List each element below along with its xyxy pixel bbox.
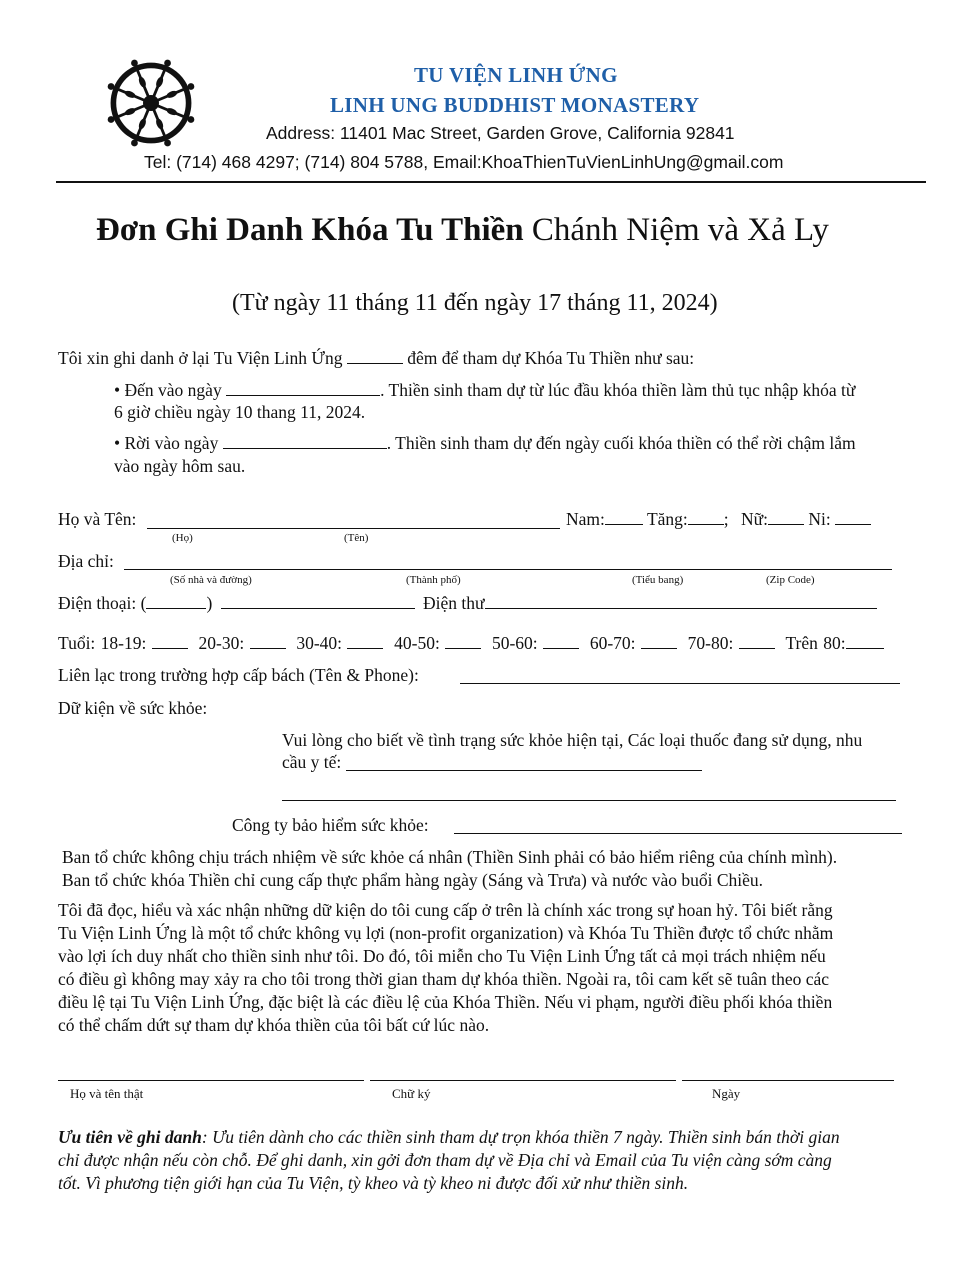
wheel-spoke-bulb (137, 76, 147, 89)
notice-line-2: Ban tổ chức khóa Thiền chỉ cung cấp thực phẩm hàng ngày (Sáng và Trưa) và nước vào buổi Chiều. (62, 870, 764, 890)
addr-sub-street: (Số nhà và đường) (170, 574, 252, 586)
waiver-line-4: có điều gì không may xảy ra cho tôi trong thời gian tham dự khóa thiền. Ngoài ra, tôi cam kết sẽ tuân theo các (58, 969, 830, 989)
tang-label: Tăng: (646, 509, 688, 529)
waiver-line-3: vào lợi ích duy nhất cho thiền sinh như tôi. Do đó, tôi miễn cho Tu Viện Linh Ứng tất cả mọi trách nhiệm nếu (58, 946, 826, 966)
wheel-knob (131, 60, 138, 67)
wheel-knob (131, 140, 138, 147)
age-40-50-field[interactable] (445, 634, 481, 649)
email-label: Điện thư (423, 593, 485, 613)
addr-sub-city: (Thành phố) (406, 574, 461, 586)
age-60-70-label: 60-70: (589, 633, 636, 653)
arrive-text-2: 6 giờ chiều ngày 10 thang 11, 2024. (114, 402, 366, 422)
priority-line-3: tốt. Vì phương tiện giới hạn của Tu Viện, tỳ kheo và tỳ kheo ni được đối xử như thiền sinh. (58, 1173, 689, 1193)
waiver-paragraph (58, 899, 833, 1037)
monastery-address: Address: 11401 Mac Street, Garden Grove, California 92841 (266, 123, 735, 143)
age-70-80-label: 70-80: (687, 633, 734, 653)
priority-paragraph (58, 1126, 840, 1195)
health-question-2: cầu y tế: (282, 752, 342, 772)
leave-text: . Thiền sinh tham dự đến ngày cuối khóa thiền có thể rời chậm lắm (386, 433, 856, 453)
intro-line (58, 348, 694, 369)
form-title-normal: Chánh Niệm và Xả Ly (531, 212, 829, 248)
header-divider (56, 181, 926, 183)
nights-field[interactable] (347, 349, 403, 364)
age-18-19-label: Tuổi: 18-19: (58, 633, 147, 653)
priority-line-2: chỉ được nhận nếu còn chỗ. Để ghi danh, xin gởi đơn tham dự về Địa chỉ và Email của Tu viện càng sớm càng (58, 1150, 832, 1170)
wheel-spoke-bulb (155, 117, 165, 130)
name-label: Họ và Tên: (58, 509, 137, 529)
waiver-line-6: có thể chấm dứt sự tham dự khóa thiền của tôi bất cứ lúc nào. (58, 1015, 490, 1035)
wheel-spoke-bulb (165, 89, 178, 99)
gender-row (566, 509, 871, 530)
age-70-80-field[interactable] (739, 634, 775, 649)
leave-label: • Rời vào ngày (114, 433, 219, 453)
wheel-spoke-bulb (124, 107, 137, 117)
insurance-field[interactable] (454, 833, 902, 834)
age-30-40-label: 30-40: (296, 633, 343, 653)
name-sub-first: (Tên) (344, 532, 369, 544)
ni-label: Ni: (808, 509, 831, 529)
signature-date-field[interactable] (682, 1080, 894, 1081)
nam-field[interactable] (605, 510, 643, 525)
emergency-field[interactable] (460, 683, 900, 684)
addr-sub-state: (Tiểu bang) (632, 574, 684, 586)
health-field-1[interactable] (346, 770, 702, 771)
intro-text-b: đêm để tham dự Khóa Tu Thiền như sau: (407, 348, 695, 368)
phone-label: Điện thoại: ( (58, 593, 147, 613)
wheel-knob (164, 60, 171, 67)
phone-paren: ) (206, 593, 213, 613)
age-row (58, 633, 884, 654)
wheel-knob (108, 116, 115, 123)
wheel-spoke-bulb (155, 76, 165, 89)
leave-line (114, 433, 856, 454)
nu-field[interactable] (768, 510, 804, 525)
arrive-label: • Đến vào ngày (114, 380, 222, 400)
arrive-text: . Thiền sinh tham dự từ lúc đầu khóa thiền làm thủ tục nhập khóa từ (380, 380, 856, 400)
dharma-wheel-logo (104, 56, 198, 150)
priority-line-1 (58, 1126, 840, 1149)
leave-date-field[interactable] (223, 434, 387, 449)
email-field[interactable] (485, 594, 877, 609)
intro-text-a: Tôi xin ghi danh ở lại Tu Viện Linh Ứng (58, 348, 343, 368)
nu-label: Nữ: (741, 509, 769, 529)
waiver-line-5: điều lệ tại Tu Viện Linh Ứng, đặc biệt là các điều lệ của Khóa Thiền. Nếu vi phạm, người điều phối khóa thiền (58, 992, 833, 1012)
ni-field[interactable] (835, 510, 871, 525)
tang-field[interactable] (688, 510, 724, 525)
wheel-spoke-bulb (137, 117, 147, 130)
wheel-knob (188, 116, 195, 123)
name-field[interactable] (147, 528, 560, 529)
notice-line-1: Ban tổ chức không chịu trách nhiệm về sức khỏe cá nhân (Thiền Sinh phải có bảo hiểm riêng của chính mình). (62, 847, 838, 867)
age-50-60-label: 50-60: (491, 633, 538, 653)
wheel-knob (108, 83, 115, 90)
address-field[interactable] (124, 569, 892, 570)
waiver-line-2: Tu Viện Linh Ứng là một tổ chức không vụ lợi (non-profit organization) và Khóa Tu Thiền được tổ chức nhằm (58, 923, 834, 943)
health-question-1: Vui lòng cho biết về tình trạng sức khỏe hiện tại, Các loại thuốc đang sử dụng, nhu (282, 730, 863, 750)
retreat-dates: (Từ ngày 11 tháng 11 đến ngày 17 tháng 11, 2024) (232, 290, 718, 316)
insurance-label: Công ty bảo hiểm sức khỏe: (232, 815, 429, 835)
priority-text-1: : Ưu tiên dành cho các thiền sinh tham dự trọn khóa thiền 7 ngày. Thiền sinh bán thời gian (201, 1127, 840, 1147)
monastery-name-vi: TU VIỆN LINH ỨNG (414, 63, 618, 87)
age-over-80-label: Trên 80: (785, 633, 846, 653)
wheel-spoke-bulb (165, 107, 178, 117)
wheel-knob (188, 83, 195, 90)
wheel-knob (164, 140, 171, 147)
nam-label: Nam: (566, 509, 605, 529)
monastery-name-en: LINH UNG BUDDHIST MONASTERY (330, 93, 700, 117)
age-30-40-field[interactable] (347, 634, 383, 649)
semicolon: ; (723, 509, 729, 529)
age-18-19-field[interactable] (152, 634, 188, 649)
form-title-bold: Đơn Ghi Danh Khóa Tu Thiền (96, 212, 524, 248)
arrive-line (114, 380, 855, 401)
notice-paragraph (62, 846, 837, 892)
age-60-70-field[interactable] (641, 634, 677, 649)
emergency-label: Liên lạc trong trường hợp cấp bách (Tên & Phone): (58, 665, 419, 685)
age-20-30-field[interactable] (250, 634, 286, 649)
name-sub-last: (Họ) (172, 532, 193, 544)
waiver-line-1: Tôi đã đọc, hiểu và xác nhận những dữ kiện do tôi cung cấp ở trên là chính xác trong sự hoan hỷ. Tôi biết rằng (58, 900, 833, 920)
phone-field[interactable] (221, 594, 415, 609)
health-label: Dữ kiện về sức khỏe: (58, 698, 208, 718)
address-label: Địa chỉ: (58, 551, 114, 571)
health-field-2[interactable] (282, 800, 896, 801)
leave-text-2: vào ngày hôm sau. (114, 456, 246, 476)
signature-sign-field[interactable] (370, 1080, 676, 1081)
age-50-60-field[interactable] (543, 634, 579, 649)
arrive-date-field[interactable] (226, 381, 380, 396)
age-40-50-label: 40-50: (394, 633, 440, 653)
monastery-contact: Tel: (714) 468 4297; (714) 804 5788, Email:KhoaThienTuVienLinhUng@gmail.com (144, 152, 784, 172)
phone-area-field[interactable] (146, 594, 206, 609)
wheel-spoke-bulb (124, 89, 137, 99)
signature-date-label: Ngày (712, 1086, 741, 1101)
age-over-80-field[interactable] (846, 634, 884, 649)
signature-sign-label: Chữ ký (392, 1086, 431, 1101)
age-20-30-label: 20-30: (198, 633, 245, 653)
priority-heading: Ưu tiên về ghi danh (58, 1127, 202, 1147)
phone-row (58, 593, 877, 614)
signature-name-label: Họ và tên thật (70, 1086, 144, 1101)
form-title (96, 212, 829, 249)
signature-name-field[interactable] (58, 1080, 364, 1081)
addr-sub-zip: (Zip Code) (766, 574, 815, 586)
